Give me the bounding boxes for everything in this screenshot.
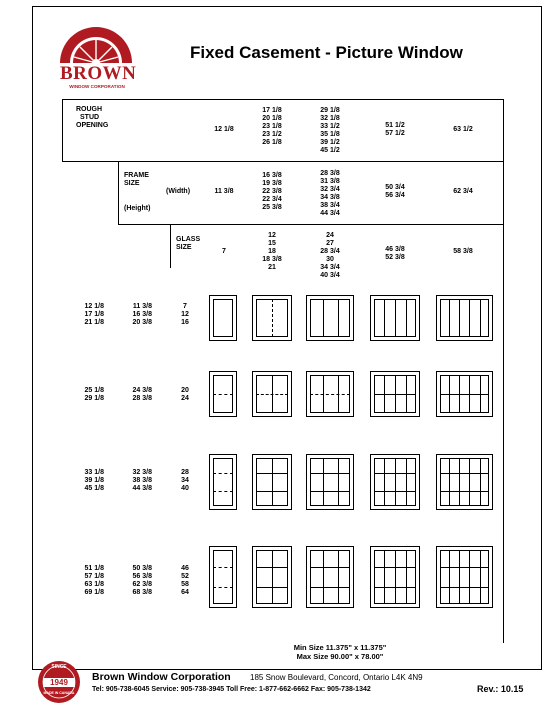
row-4-rough-heights: 51 1/8 57 1/8 63 1/8 69 1/8 [84, 565, 104, 596]
row-1-frame-heights: 11 3/8 16 3/8 20 3/8 [132, 303, 152, 326]
seal-bottom-text: MADE IN CANADA [43, 691, 75, 695]
row-2-rough-heights: 25 1/8 29 1/8 [84, 387, 104, 402]
window-r3-c1 [209, 454, 237, 510]
window-r4-c3 [306, 546, 354, 608]
window-r1-c4 [370, 295, 420, 341]
header-top-line [62, 99, 504, 100]
glass-width-col-2: 12 15 18 18 3/8 21 [262, 232, 282, 271]
seal-year: 1949 [50, 678, 68, 687]
window-r1-c1 [209, 295, 237, 341]
rough-width-col-3: 29 1/8 32 1/8 33 1/2 35 1/8 39 1/2 45 1/2 [320, 107, 340, 154]
glass-width-col-4: 46 3/8 52 3/8 [385, 246, 405, 261]
row-3-glass-heights: 28 34 40 [181, 469, 189, 492]
rough-width-col-4: 51 1/2 57 1/2 [385, 122, 405, 137]
window-r4-c2 [252, 546, 292, 608]
row-4-frame-heights: 50 3/8 56 3/8 62 3/8 68 3/8 [132, 565, 152, 596]
window-r1-c3 [306, 295, 354, 341]
glass-width-col-5: 58 3/8 [453, 248, 473, 255]
frame-left-line [118, 161, 119, 224]
window-r3-c4 [370, 454, 420, 510]
window-r4-c1 [209, 546, 237, 608]
frame-width-col-1: 11 3/8 [214, 188, 234, 195]
rough-bottom-line [62, 161, 504, 162]
frame-width-col-5: 62 3/4 [453, 188, 473, 195]
window-r3-c5 [436, 454, 493, 510]
row-3-frame-heights: 32 3/8 38 3/8 44 3/8 [132, 469, 152, 492]
logo-subtitle: WINDOW CORPORATION [69, 84, 125, 89]
window-r2-c5 [436, 371, 493, 417]
row-4-glass-heights: 46 52 58 64 [181, 565, 189, 596]
glass-size-label: GLASS SIZE [176, 236, 201, 251]
glass-width-col-3: 24 27 28 3/4 30 34 3/4 40 3/4 [320, 232, 340, 279]
table-right-line [503, 99, 504, 643]
size-limits: Min Size 11.375" x 11.375" Max Size 90.00" x 78.00" [293, 643, 387, 661]
window-r2-c2 [252, 371, 292, 417]
window-r4-c4 [370, 546, 420, 608]
frame-width-col-2: 16 3/8 19 3/8 22 3/8 22 3/4 25 3/8 [262, 172, 282, 211]
window-r1-c2 [252, 295, 292, 341]
rough-width-col-1: 12 1/8 [214, 126, 234, 133]
footer-address: 185 Snow Boulevard, Concord, Ontario L4K 4N9 [250, 673, 423, 682]
frame-bottom-line [118, 224, 504, 225]
window-r2-c4 [370, 371, 420, 417]
row-1-glass-heights: 7 12 16 [181, 303, 189, 326]
rough-left-line [62, 99, 63, 161]
revision-label: Rev.: 10.15 [477, 684, 524, 694]
glass-left-line [170, 224, 171, 268]
company-logo-arch-icon [54, 17, 138, 65]
frame-size-label: FRAME SIZE [124, 172, 149, 187]
window-r3-c2 [252, 454, 292, 510]
window-r4-c5 [436, 546, 493, 608]
rough-width-col-2: 17 1/8 20 1/8 23 1/8 23 1/2 26 1/8 [262, 107, 282, 146]
rough-width-col-5: 63 1/2 [453, 126, 473, 133]
window-r2-c1 [209, 371, 237, 417]
frame-width-label: (Width) [166, 188, 191, 195]
row-2-glass-heights: 20 24 [181, 387, 189, 402]
row-3-rough-heights: 33 1/8 39 1/8 45 1/8 [84, 469, 104, 492]
window-r1-c5 [436, 295, 493, 341]
row-2-frame-heights: 24 3/8 28 3/8 [132, 387, 152, 402]
page-title: Fixed Casement - Picture Window [190, 43, 463, 62]
logo-brand-text: BROWN [60, 63, 137, 84]
frame-width-col-4: 50 3/4 56 3/4 [385, 184, 405, 199]
glass-width-col-1: 7 [222, 248, 226, 255]
footer-company-name: Brown Window Corporation [92, 671, 231, 683]
frame-height-label: (Height) [124, 205, 151, 212]
window-r2-c3 [306, 371, 354, 417]
seal-top-text: SINCE [51, 664, 67, 670]
row-1-rough-heights: 12 1/8 17 1/8 21 1/8 [84, 303, 104, 326]
footer-phone-numbers: Tel: 905-738-6045 Service: 905-738-3945 Toll Free: 1-877-662-6662 Fax: 905-738-1342 [92, 686, 371, 693]
frame-width-col-3: 28 3/8 31 3/8 32 3/4 34 3/8 38 3/4 44 3/4 [320, 170, 340, 217]
window-r3-c3 [306, 454, 354, 510]
rough-stud-label: ROUGH STUD OPENING [76, 106, 109, 129]
